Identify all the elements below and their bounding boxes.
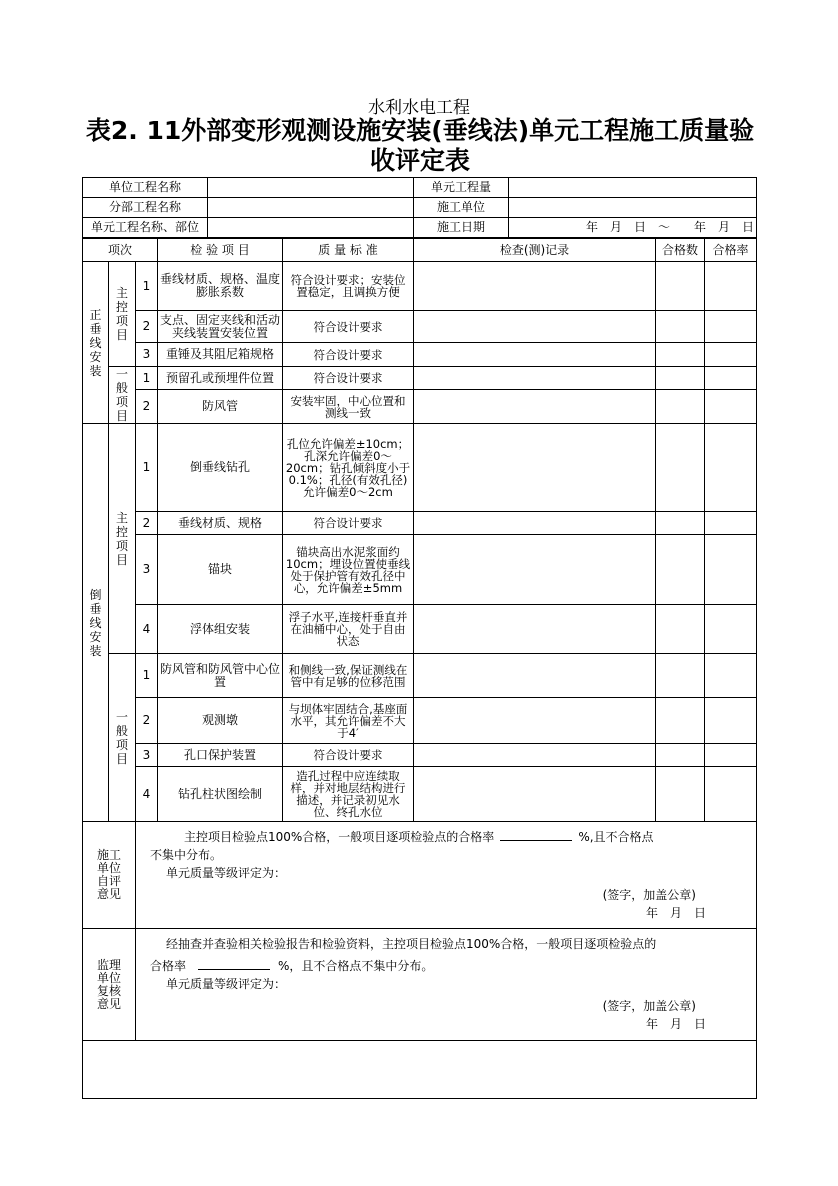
contractor-date: 年 月 日 xyxy=(645,906,706,920)
group-cell xyxy=(109,424,136,654)
pass-count-field[interactable] xyxy=(656,262,705,311)
table-row xyxy=(83,698,757,744)
row-no: 4 xyxy=(136,605,158,654)
header-item-no: 项次 xyxy=(83,239,158,262)
inspection-item: 观测墩 xyxy=(158,698,283,744)
supervisor-grade: 单元质量等级评定为： xyxy=(166,977,287,991)
pass-count-field[interactable] xyxy=(656,424,705,512)
supervisor-sign: (签字，加盖公章) xyxy=(602,999,696,1013)
remarks-cell[interactable] xyxy=(83,1041,757,1099)
record-field[interactable] xyxy=(414,343,656,367)
supervisor-pass-rate-blank[interactable] xyxy=(198,959,270,970)
quality-standard: 符合设计要求 xyxy=(283,311,414,343)
inspection-item: 倒垂线钻孔 xyxy=(158,424,283,512)
row-no: 1 xyxy=(136,424,158,512)
section-cell xyxy=(83,262,109,424)
pass-count-field[interactable] xyxy=(656,654,705,698)
element-qty-label: 单元工程量 xyxy=(414,178,509,198)
subtitle: 水利水电工程 xyxy=(368,98,470,118)
row-no: 3 xyxy=(136,535,158,605)
row-no: 4 xyxy=(136,767,158,822)
header-record: 检查(测)记录 xyxy=(414,239,656,262)
table-row xyxy=(83,311,757,343)
pass-count-field[interactable] xyxy=(656,343,705,367)
inspection-item: 支点、固定夹线和活动夹线装置安装位置 xyxy=(158,311,283,343)
pass-count-field[interactable] xyxy=(656,744,705,767)
pass-rate-field[interactable] xyxy=(705,654,757,698)
quality-standard: 孔位允许偏差±10cm；孔深允许偏差0～20cm；钻孔倾斜度小于0.1%；孔径(有效孔径)允许偏差0～2cm xyxy=(283,424,414,512)
inspection-item: 钻孔柱状图绘制 xyxy=(158,767,283,822)
pass-rate-field[interactable] xyxy=(705,512,757,535)
pass-rate-field[interactable] xyxy=(705,698,757,744)
pass-count-field[interactable] xyxy=(656,698,705,744)
table-row xyxy=(83,343,757,367)
division-label: 分部工程名称 xyxy=(83,198,208,218)
quality-standard: 锚块高出水泥浆面约10cm；埋设位置使垂线处于保护管有效孔径中心，允许偏差±5mm xyxy=(283,535,414,605)
pass-rate-blank[interactable] xyxy=(500,830,572,841)
supervisor-opinion-label: 监理单位复核意见 xyxy=(96,957,121,1011)
date-label: 施工日期 xyxy=(414,218,509,238)
pass-rate-field[interactable] xyxy=(705,767,757,822)
pass-rate-field[interactable] xyxy=(705,424,757,512)
inspection-item: 防风管 xyxy=(158,390,283,424)
unit-project-field[interactable] xyxy=(208,178,414,198)
row-no: 1 xyxy=(136,262,158,311)
section-label: 倒垂线安装 xyxy=(89,587,102,658)
row-no: 3 xyxy=(136,744,158,767)
date-field[interactable]: 年 月 日 ～ 年 月 日 xyxy=(509,218,757,238)
section-cell xyxy=(83,424,109,822)
record-field[interactable] xyxy=(414,698,656,744)
supervisor-line2a: 合格率 xyxy=(150,959,187,973)
pass-rate-field[interactable] xyxy=(705,390,757,424)
table-row xyxy=(83,654,757,698)
table-row xyxy=(83,535,757,605)
contractor-field[interactable] xyxy=(509,198,757,218)
record-field[interactable] xyxy=(414,311,656,343)
supervisor-opinion-label-cell xyxy=(83,929,136,1041)
record-field[interactable] xyxy=(414,390,656,424)
group-cell xyxy=(109,367,136,424)
inspection-item: 垂线材质、规格、温度膨胀系数 xyxy=(158,262,283,311)
table-row xyxy=(83,767,757,822)
pass-rate-field[interactable] xyxy=(705,343,757,367)
header-pass-rate: 合格率 xyxy=(705,239,757,262)
table-row xyxy=(83,424,757,512)
quality-standard: 浮子水平,连接杆垂直并在油桶中心，处于自由状态 xyxy=(283,605,414,654)
contractor-line1: 主控项目检验点100%合格，一般项目逐项检验点的合格率 xyxy=(184,830,495,844)
record-field[interactable] xyxy=(414,424,656,512)
pass-count-field[interactable] xyxy=(656,767,705,822)
row-no: 2 xyxy=(136,390,158,424)
contractor-opinion-label: 施工单位自评意见 xyxy=(96,848,121,901)
inspection-item: 锚块 xyxy=(158,535,283,605)
pass-rate-field[interactable] xyxy=(705,367,757,390)
row-no: 1 xyxy=(136,367,158,390)
element-name-label: 单元工程名称、部位 xyxy=(83,218,208,238)
header-pass-count: 合格数 xyxy=(656,239,705,262)
inspection-item: 重锤及其阻尼箱规格 xyxy=(158,343,283,367)
quality-standard: 和侧线一致,保证测线在管中有足够的位移范围 xyxy=(283,654,414,698)
record-field[interactable] xyxy=(414,767,656,822)
quality-standard: 造孔过程中应连续取样，并对地层结构进行描述，并记录初见水位、终孔水位 xyxy=(283,767,414,822)
form-title: 表2. 11外部变形观测设施安装(垂线法)单元工程施工质量验收评定表 xyxy=(85,116,755,175)
inspection-item: 垂线材质、规格 xyxy=(158,512,283,535)
group-cell xyxy=(109,262,136,367)
pass-rate-field[interactable] xyxy=(705,605,757,654)
header-inspection-item: 检 验 项 目 xyxy=(158,239,283,262)
inspection-item: 孔口保护装置 xyxy=(158,744,283,767)
record-field[interactable] xyxy=(414,744,656,767)
pass-count-field[interactable] xyxy=(656,367,705,390)
supervisor-line2b: %，且不合格点不集中分布。 xyxy=(278,959,434,973)
quality-standard: 符合设计要求 xyxy=(283,343,414,367)
row-no: 1 xyxy=(136,654,158,698)
pass-count-field[interactable] xyxy=(656,390,705,424)
group-label: 主控项目 xyxy=(115,286,128,342)
pass-rate-field[interactable] xyxy=(705,262,757,311)
quality-standard: 与坝体牢固结合,基座面水平，其允许偏差不大于4′ xyxy=(283,698,414,744)
pass-rate-field[interactable] xyxy=(705,744,757,767)
contractor-opinion[interactable] xyxy=(136,822,757,929)
table-row xyxy=(83,367,757,390)
table-row xyxy=(83,744,757,767)
contractor-label: 施工单位 xyxy=(414,198,509,218)
table-row xyxy=(83,390,757,424)
quality-standard: 符合设计要求 xyxy=(283,367,414,390)
row-no: 2 xyxy=(136,512,158,535)
inspection-item: 浮体组安装 xyxy=(158,605,283,654)
group-label: 主控项目 xyxy=(115,510,128,567)
inspection-item: 防风管和防风管中心位置 xyxy=(158,654,283,698)
record-field[interactable] xyxy=(414,605,656,654)
contractor-sign: (签字，加盖公章) xyxy=(602,888,696,902)
division-field[interactable] xyxy=(208,198,414,218)
record-field[interactable] xyxy=(414,654,656,698)
quality-standard: 安装牢固，中心位置和测线一致 xyxy=(283,390,414,424)
info-table xyxy=(82,177,757,238)
row-no: 2 xyxy=(136,698,158,744)
table-row xyxy=(83,512,757,535)
supervisor-line1: 经抽查并查验相关检验报告和检验资料，主控项目检验点100%合格，一般项目逐项检验点的 xyxy=(166,937,657,951)
pass-count-field[interactable] xyxy=(656,311,705,343)
record-field[interactable] xyxy=(414,512,656,535)
contractor-grade: 单元质量等级评定为： xyxy=(166,866,287,880)
contractor-line1b: %,且不合格点 xyxy=(578,830,654,844)
pass-rate-field[interactable] xyxy=(705,535,757,605)
contractor-line2: 不集中分布。 xyxy=(150,848,223,862)
record-field[interactable] xyxy=(414,367,656,390)
quality-standard: 符合设计要求 xyxy=(283,512,414,535)
pass-rate-field[interactable] xyxy=(705,311,757,343)
element-name-field[interactable] xyxy=(208,218,414,238)
group-label: 一般项目 xyxy=(115,367,128,423)
group-cell xyxy=(109,654,136,822)
group-label: 一般项目 xyxy=(115,709,128,766)
inspection-item: 预留孔或预埋件位置 xyxy=(158,367,283,390)
unit-project-label: 单位工程名称 xyxy=(83,178,208,198)
supervisor-opinion[interactable] xyxy=(136,929,757,1041)
element-qty-field[interactable] xyxy=(509,178,757,198)
quality-standard: 符合设计要求 xyxy=(283,744,414,767)
row-no: 3 xyxy=(136,343,158,367)
table-row xyxy=(83,262,757,311)
pass-count-field[interactable] xyxy=(656,512,705,535)
inspection-table xyxy=(82,238,757,1099)
table-row xyxy=(83,605,757,654)
supervisor-date: 年 月 日 xyxy=(645,1017,706,1031)
quality-standard: 符合设计要求；安装位置稳定，且调换方便 xyxy=(283,262,414,311)
row-no: 2 xyxy=(136,311,158,343)
header-quality-standard: 质 量 标 准 xyxy=(283,239,414,262)
record-field[interactable] xyxy=(414,262,656,311)
record-field[interactable] xyxy=(414,535,656,605)
pass-count-field[interactable] xyxy=(656,535,705,605)
section-label: 正垂线安装 xyxy=(89,307,102,378)
contractor-opinion-label-cell xyxy=(83,822,136,929)
pass-count-field[interactable] xyxy=(656,605,705,654)
